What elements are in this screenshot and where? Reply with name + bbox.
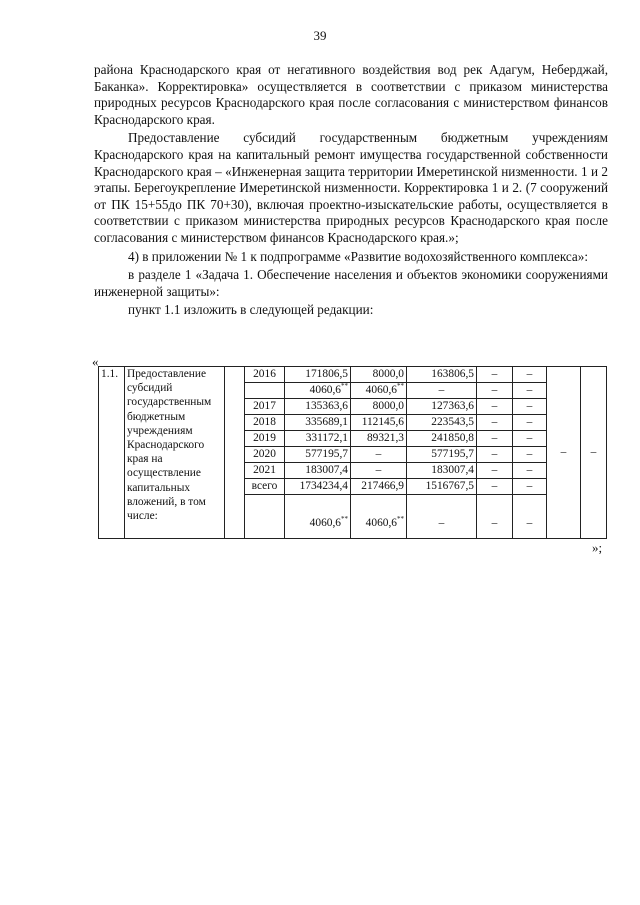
regional-cell: 4060,6** bbox=[351, 383, 407, 399]
regional-cell: 4060,6** bbox=[351, 495, 407, 539]
regional-cell: 112145,6 bbox=[351, 415, 407, 431]
year-cell: 2019 bbox=[245, 431, 285, 447]
table-row bbox=[99, 367, 607, 383]
item-description: Предоставление субсидий государственным бюджетным учреждениям Краснодарского края на осуществление капитальных вложений, в том числе: bbox=[125, 367, 225, 539]
dash-cell: – bbox=[477, 447, 513, 463]
dash-cell: – bbox=[477, 383, 513, 399]
paragraph-2: Предоставление субсидий государственным бюджетным учреждениям Краснодарского края на капитальный ремонт имущества государственной собственности Краснодарского края – «Инженерная защита территории Имеретинской низменности. 1 и 2 этапы. Берегоукрепление Имеретинской низменности. Корректировка 1 и 2. (7 сооружений от ПК 15+55до ПК 70+30), включая проектно-изыскательские работы, осуществляется в соответствии с приказом министерства природных ресурсов Краснодарского края после согласования с министерством финансов Краснодарского края.»; bbox=[94, 130, 608, 245]
regional-cell: 8000,0 bbox=[351, 367, 407, 383]
year-cell: всего bbox=[245, 479, 285, 495]
year-cell bbox=[245, 383, 285, 399]
regional-cell: 8000,0 bbox=[351, 399, 407, 415]
footnote-mark: ** bbox=[397, 382, 404, 391]
dash-cell: – bbox=[477, 415, 513, 431]
total-cell: 135363,6 bbox=[285, 399, 351, 415]
total-cell: 4060,6** bbox=[285, 495, 351, 539]
footnote-mark: ** bbox=[397, 515, 404, 524]
regional-cell: – bbox=[351, 463, 407, 479]
federal-cell: 577195,7 bbox=[407, 447, 477, 463]
footnote-mark: ** bbox=[341, 382, 348, 391]
dash-cell: – bbox=[513, 399, 547, 415]
subsidy-table bbox=[98, 366, 607, 539]
dash-cell: – bbox=[477, 495, 513, 539]
paragraph-3: 4) в приложении № 1 к подпрограмме «Развитие водохозяйственного комплекса»: bbox=[128, 248, 589, 264]
dash-cell: – bbox=[477, 479, 513, 495]
total-cell: 335689,1 bbox=[285, 415, 351, 431]
dash-cell: – bbox=[513, 415, 547, 431]
year-cell bbox=[245, 495, 285, 539]
footnote-mark: ** bbox=[341, 515, 348, 524]
federal-cell: 183007,4 bbox=[407, 463, 477, 479]
total-cell: 4060,6** bbox=[285, 383, 351, 399]
paragraph-1: района Краснодарского края от негативного воздействия вод рек Адагум, Неберджай, Баканка». Корректировка» осуществляется в соответствии с приказом министерства природных ресурсов Краснодарского края после согласования с министерством финансов Краснодарского края. bbox=[94, 62, 608, 127]
empty-cell bbox=[225, 367, 245, 539]
dash-cell: – bbox=[513, 383, 547, 399]
total-cell: 331172,1 bbox=[285, 431, 351, 447]
dash-cell: – bbox=[477, 463, 513, 479]
dash-cell: – bbox=[477, 399, 513, 415]
paragraph-4: в разделе 1 «Задача 1. Обеспечение населения и объектов экономики сооружениями инженерной защиты»: bbox=[94, 267, 608, 299]
total-cell: 171806,5 bbox=[285, 367, 351, 383]
year-cell: 2017 bbox=[245, 399, 285, 415]
dash-cell: – bbox=[477, 367, 513, 383]
dash-cell: – bbox=[547, 367, 581, 539]
federal-cell: – bbox=[407, 495, 477, 539]
total-cell: 183007,4 bbox=[285, 463, 351, 479]
federal-cell: 127363,6 bbox=[407, 399, 477, 415]
regional-cell: – bbox=[351, 447, 407, 463]
year-cell: 2016 bbox=[245, 367, 285, 383]
regional-cell: 217466,9 bbox=[351, 479, 407, 495]
year-cell: 2018 bbox=[245, 415, 285, 431]
dash-cell: – bbox=[513, 495, 547, 539]
year-cell: 2021 bbox=[245, 463, 285, 479]
federal-cell: 241850,8 bbox=[407, 431, 477, 447]
body-text bbox=[94, 62, 608, 319]
dash-cell: – bbox=[513, 367, 547, 383]
quote-open: « bbox=[92, 354, 99, 369]
year-cell: 2020 bbox=[245, 447, 285, 463]
federal-cell: – bbox=[407, 383, 477, 399]
dash-cell: – bbox=[513, 463, 547, 479]
total-cell: 577195,7 bbox=[285, 447, 351, 463]
dash-cell: – bbox=[513, 479, 547, 495]
page-number: 39 bbox=[313, 28, 327, 43]
total-cell: 1734234,4 bbox=[285, 479, 351, 495]
dash-cell: – bbox=[477, 431, 513, 447]
paragraph-5: пункт 1.1 изложить в следующей редакции: bbox=[128, 302, 374, 318]
item-number: 1.1. bbox=[99, 367, 125, 539]
federal-cell: 163806,5 bbox=[407, 367, 477, 383]
dash-cell: – bbox=[513, 447, 547, 463]
federal-cell: 223543,5 bbox=[407, 415, 477, 431]
dash-cell: – bbox=[513, 431, 547, 447]
quote-close: »; bbox=[592, 540, 603, 555]
federal-cell: 1516767,5 bbox=[407, 479, 477, 495]
regional-cell: 89321,3 bbox=[351, 431, 407, 447]
dash-cell: – bbox=[581, 367, 607, 539]
